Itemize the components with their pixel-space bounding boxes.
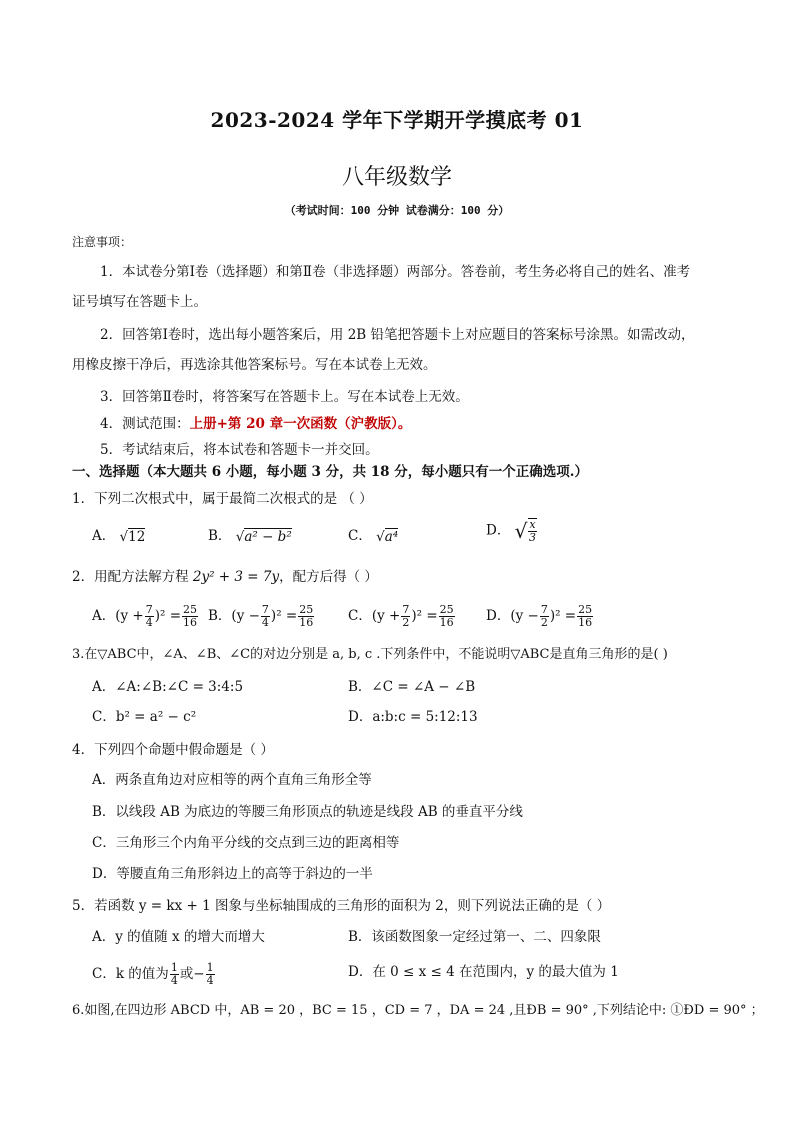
notice-item-1: 1．本试卷分第Ⅰ卷（选择题）和第Ⅱ卷（非选择题）两部分。答卷前，考生务必将自己的姓名、准考 — [100, 264, 691, 280]
q3-option-a: A．∠A:∠B:∠C = 3:4:5 — [92, 679, 244, 695]
q2-option-b: B．(y − $\frac{7}{4}$ )² = $\frac{25}{16}$ — [208, 603, 314, 629]
q1-c-radicand: a⁴ — [384, 528, 399, 545]
q1-d-fraction: $\frac{x}{3}$ — [528, 518, 536, 544]
q4-option-a: A．两条直角边对应相等的两个直角三角形全等 — [92, 772, 372, 788]
q5-option-b: B．该函数图象一定经过第一、二、四象限 — [348, 929, 601, 945]
q3-option-c: C．b² = a² − c² — [92, 709, 197, 725]
q1-c-label: C． — [348, 528, 372, 544]
section-heading: 一、选择题（本大题共 6 小题，每小题 3 分，共 18 分，每小题只有一个正确选项.） — [72, 464, 588, 480]
q4-option-d: D．等腰直角三角形斜边上的高等于斜边的一半 — [92, 866, 373, 882]
q1-option-d — [486, 518, 538, 544]
q3-stem: 3.在▽ABC中，∠A、∠B、∠C的对边分别是 a, b, c .下列条件中，不能说明▽ABC是直角三角形的是( ) — [72, 647, 668, 662]
notice-heading: 注意事项： — [72, 235, 133, 249]
q5-option-a: A．y 的值随 x 的增大而增大 — [92, 929, 265, 945]
q1-a-radicand: 12 — [128, 528, 146, 545]
notice-item-3: 3．回答第Ⅱ卷时，将答案写在答题卡上。写在本试卷上无效。 — [100, 389, 469, 405]
q2-equation: 2y² + 3 = 7y — [192, 569, 280, 585]
q2-stem — [72, 567, 378, 587]
q5-option-c: C．k 的值为 $\frac{1}{4}$ 或− $\frac{1}{4}$ — [92, 961, 214, 987]
q4-stem: 4．下列四个命题中假命题是（ ） — [72, 742, 274, 758]
sqrt-symbol-b: √a² − b² — [235, 528, 292, 545]
sqrt-symbol-a: √12 — [119, 528, 146, 545]
q4-option-b: B．以线段 AB 为底边的等腰三角形顶点的轨迹是线段 AB 的垂直平分线 — [92, 804, 523, 820]
q3-option-b: B．∠C = ∠A − ∠B — [348, 679, 476, 695]
q1-b-label: B． — [208, 528, 232, 544]
notice-item-2-cont: 用橡皮擦干净后，再选涂其他答案标号。写在本试卷上无效。 — [72, 357, 437, 373]
test-scope: 上册+第 20 章一次函数（沪教版）。 — [189, 416, 412, 432]
exam-title: 2023-2024 学年下学期开学摸底考 01 — [210, 108, 584, 132]
notice-item-4 — [100, 414, 411, 434]
q1-option-c — [348, 526, 398, 547]
q1-a-label: A． — [92, 528, 116, 544]
q2-option-d: D．(y − $\frac{7}{2}$ )² = $\frac{25}{16}$ — [486, 603, 593, 629]
q2-stem-pre: 2．用配方法解方程 — [72, 569, 193, 585]
q5-stem: 5．若函数 y = kx + 1 图象与坐标轴围成的三角形的面积为 2，则下列说法正确的是（ ） — [72, 898, 611, 914]
notice-item-2: 2．回答第Ⅰ卷时，选出每小题答案后，用 2B 铅笔把答题卡上对应题目的答案标号涂黑。如需改动， — [100, 327, 695, 343]
q1-option-a — [92, 526, 145, 547]
notice-item-4-label: 4．测试范围： — [100, 416, 190, 432]
q2-option-c: C．(y + $\frac{7}{2}$ )² = $\frac{25}{16}$ — [348, 603, 454, 629]
q4-option-c: C．三角形三个内角平分线的交点到三边的距离相等 — [92, 835, 400, 851]
q2-option-a: A．(y + $\frac{7}{4}$ )² = $\frac{25}{16}$ — [92, 603, 198, 629]
q1-d-label: D． — [486, 522, 511, 539]
exam-subject: 八年级数学 — [341, 165, 452, 190]
sqrt-symbol-d: √ — [514, 519, 528, 543]
q1-b-radicand: a² − b² — [244, 528, 292, 545]
sqrt-symbol-c: √a⁴ — [376, 528, 399, 545]
notice-item-1-cont: 证号填写在答题卡上。 — [72, 294, 207, 310]
exam-info: （考试时间：100 分钟 试卷满分：100 分） — [284, 204, 510, 217]
q2-stem-post: ，配方后得（ ） — [279, 569, 378, 585]
q5-option-d: D．在 0 ≤ x ≤ 4 在范围内，y 的最大值为 1 — [348, 964, 619, 980]
q6-stem: 6.如图,在四边形 ABCD 中，AB = 20 ，BC = 15 ，CD = 7 ，DA = 24 ,且ÐB = 90° ,下列结论中: ①ÐD = 90° ； — [72, 1003, 764, 1018]
q3-option-d: D．a:b:c = 5:12:13 — [348, 709, 478, 725]
q1-stem: 1．下列二次根式中，属于最简二次根式的是 （ ） — [72, 491, 373, 507]
notice-item-5: 5．考试结束后，将本试卷和答题卡一并交回。 — [100, 442, 379, 458]
q1-option-b — [208, 526, 292, 547]
